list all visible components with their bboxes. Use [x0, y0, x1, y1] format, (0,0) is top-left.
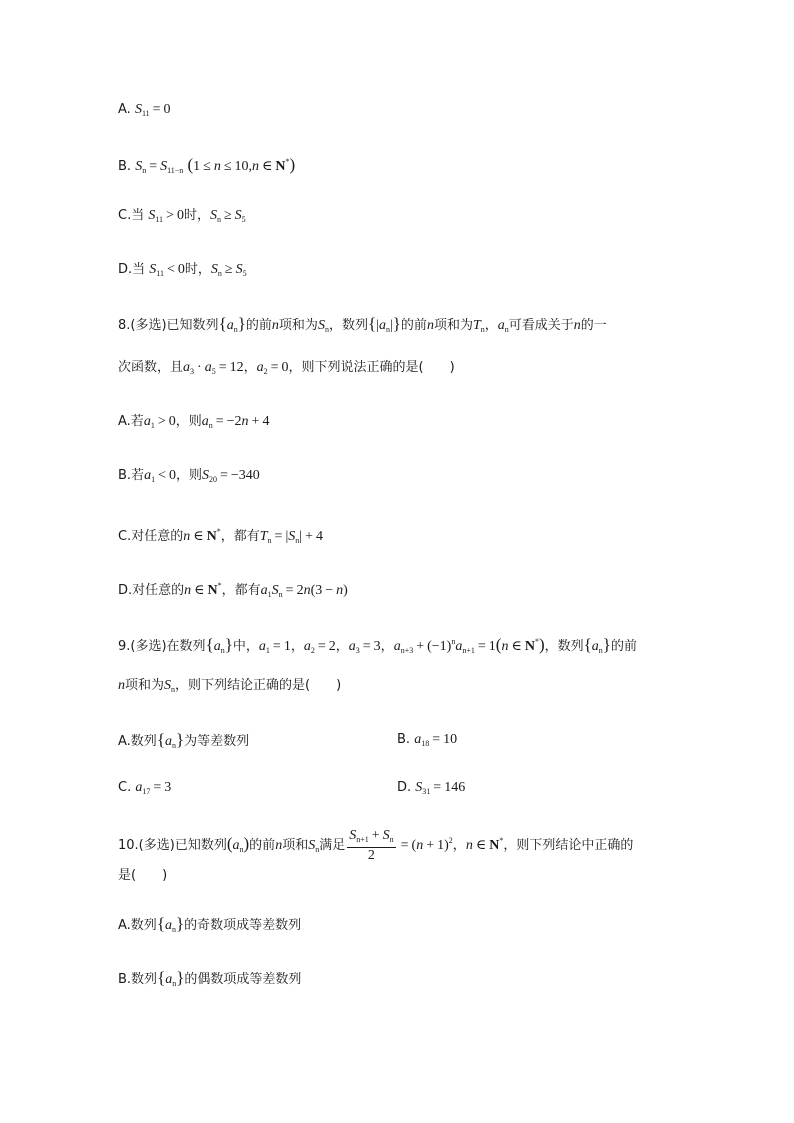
option-10b: B.数列$\{a_n\}$的偶数项成等差数列: [118, 968, 302, 988]
option-7c: C.当 $S_{11} > 0$时，$S_n \ge S_5$: [118, 208, 246, 224]
option-9d: D. $S_{31} = 146$: [397, 780, 466, 796]
option-10a: A.数列$\{a_n\}$的奇数项成等差数列: [118, 914, 302, 934]
question-10-line-1: 10.(多选)已知数列$(a_n)$的前n项和$S_n$满足 $\frac{S_{n+1} + S_n}{2}$ = $(n + 1)^2$，n ∈ N*，则下列结论中正确的: [118, 828, 634, 863]
question-8-line-1: 8.(多选)已知数列$\{a_n\}$的前n项和为$S_n$，数列$\{|a_n|\}$的前n项和为$T_n$，$a_n$可看成关于n的一: [118, 314, 607, 334]
question-9-line-1: 9.(多选)在数列$\{a_n\}$中，$a_1 = 1$，$a_2 = 2$，$a_3 = 3$，$a_{n+3} + (-1)^na_{n+1} = 1(n$ ∈ N*)，数列$\{a_n\}$的前: [118, 635, 637, 655]
option-8d: D.对任意的n ∈ N*，都有$a_1S_n = 2n(3 - n)$: [118, 581, 348, 599]
option-8a: A.若$a_1 > 0$，则$a_n = -2n + 4$: [118, 414, 270, 430]
option-7d: D.当 $S_{11} < 0$时，$S_n \ge S_5$: [118, 262, 247, 278]
option-9b: B. $a_{18} = 10$: [397, 732, 458, 748]
option-8b: B.若$a_1 < 0$，则$S_{20} = -340$: [118, 468, 260, 484]
question-9-line-2: n项和为$S_n$，则下列结论正确的是( ): [118, 678, 342, 694]
option-7b: B. $S_n = S_{11-n}$ (1 ≤ n ≤ 10,n ∈ N*): [118, 155, 296, 175]
option-7a: A. $S_{11} = 0$: [118, 102, 171, 118]
option-8c: C.对任意的n ∈ N*，都有$T_n = |S_n| + 4$: [118, 527, 323, 545]
fraction: $\frac{S_{n+1} + S_n}{2}$: [349, 828, 394, 863]
question-10-line-2: 是( ): [118, 868, 168, 883]
question-8-line-2: 次函数，且$a_3 \cdot a_5 = 12$，$a_2 = 0$，则下列说法正确的是( ): [118, 360, 455, 376]
option-9a: A.数列$\{a_n\}$为等差数列: [118, 730, 250, 750]
option-9c: C. $a_{17} = 3$: [118, 780, 172, 796]
